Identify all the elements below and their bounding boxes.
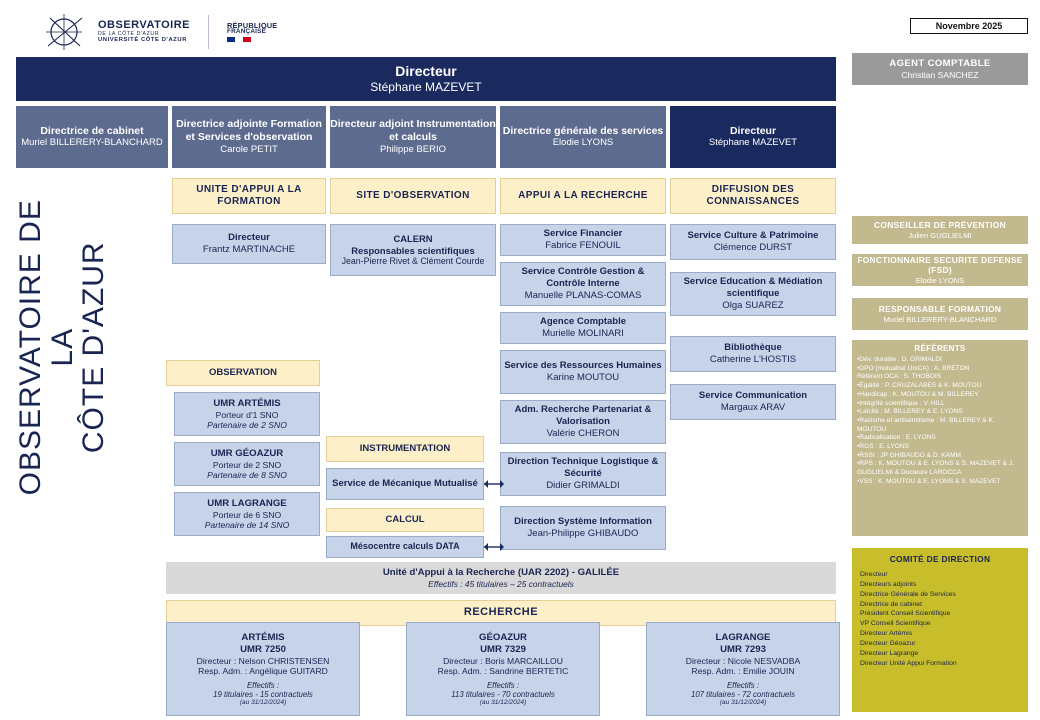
box-name: Karine MOUTOU xyxy=(546,372,620,383)
box-title: UMR GÉOAZUR xyxy=(210,447,284,459)
list-item: •RPS : K. MOUTOU & E. LYONS & S. MAZEVET & J. GUGLIELMI & Docteure LAROCCA xyxy=(857,460,1014,477)
lab-geoazur-box xyxy=(406,622,600,716)
list-item: Directeur Géoazur xyxy=(860,639,916,647)
head-label: SITE D'OBSERVATION xyxy=(356,189,470,201)
box-name: Didier GRIMALDI xyxy=(546,479,620,491)
calern-box xyxy=(330,224,496,276)
box-title: Direction Système Information xyxy=(514,516,652,528)
list-item: •DPO (mutualisé UniCA) : A. BRETON xyxy=(857,364,970,372)
referents-box xyxy=(852,340,1028,536)
director-title: Directeur xyxy=(395,62,457,79)
page-title xyxy=(15,197,110,497)
head-label: OBSERVATION xyxy=(208,367,278,379)
umr-artemis-box xyxy=(174,392,320,436)
box-title: CONSEILLER DE PRÉVENTION xyxy=(874,220,1006,230)
lab-director: Directeur : Nelson CHRISTENSEN xyxy=(196,655,330,666)
logo-divider xyxy=(208,15,209,49)
agent-comptable-name: Christian SANCHEZ xyxy=(901,69,979,80)
unite-appui-directeur-box xyxy=(172,224,326,264)
head-label: CALCUL xyxy=(385,514,425,526)
box-line1: Porteur d'1 SNO xyxy=(215,409,279,420)
list-item: VP Conseil Scientifique xyxy=(860,620,931,628)
appui-recherche-head xyxy=(500,178,666,214)
service-mecanique-mutualise-box xyxy=(326,468,484,500)
mesocentre-calculs-data-box xyxy=(326,536,484,558)
box-title: Mésocentre calculs DATA xyxy=(350,541,460,552)
lab-date: (au 31/12/2024) xyxy=(479,699,527,707)
bibliotheque-box xyxy=(670,336,836,372)
logo-wordmark xyxy=(98,20,190,43)
box-name: Clémence DURST xyxy=(713,242,793,253)
unite-appui-formation-head xyxy=(172,178,326,214)
lab-umr: UMR 7329 xyxy=(480,643,526,655)
head-label: UNITE D'APPUI A LA FORMATION xyxy=(196,183,302,207)
instrumentation-head xyxy=(326,436,484,462)
list-item: •RSSI : JP GHIBAUDO & D. KAMM xyxy=(857,451,962,459)
logo-line1: OBSERVATOIRE xyxy=(98,19,190,32)
service-financier-box xyxy=(500,224,666,256)
box-name: Fabrice FENOUIL xyxy=(545,240,621,251)
box-name: Murielle MOLINARI xyxy=(542,328,624,339)
site-observation-head xyxy=(330,178,496,214)
box-name: Catherine L'HOSTIS xyxy=(709,354,797,365)
box-name: Jean-Philippe GHIBAUDO xyxy=(527,528,639,539)
box-title: Service de Mécanique Mutualisé xyxy=(332,478,478,490)
box-title: Service Contrôle Gestion & Contrôle Interne xyxy=(521,266,645,290)
lab-name: GÉOAZUR xyxy=(479,631,527,643)
box-title: Bibliothèque xyxy=(724,342,782,354)
box-line2: Partenaire de 8 SNO xyxy=(207,470,287,481)
director-name: Stéphane MAZEVET xyxy=(370,80,482,95)
observation-head xyxy=(166,360,320,386)
box-title: Adm. Recherche Partenariat & Valorisation xyxy=(514,404,652,428)
list-item: •RGS : E. LYONS xyxy=(857,443,910,451)
list-item: •Intégrité scientifique : V. HILL xyxy=(857,399,945,407)
comite-list xyxy=(860,570,1020,668)
box-name: Philippe BERIO xyxy=(379,143,446,155)
calcul-head xyxy=(326,508,484,532)
box-name: Muriel BILLERERY-BLANCHARD xyxy=(21,137,163,149)
lab-resp-adm: Resp. Adm. : Emilie JOUIN xyxy=(691,666,795,677)
republique-francaise-logo xyxy=(227,22,277,43)
list-item: Référent OCA : S. THOBOIS xyxy=(857,373,942,381)
lab-name: LAGRANGE xyxy=(715,631,771,643)
box-title: Service Financier xyxy=(543,228,623,240)
referents-list xyxy=(857,356,1023,487)
director-box xyxy=(16,57,836,101)
page-title-line2: CÔTE D'AZUR xyxy=(76,241,110,454)
adm-recherche-partenariat-box xyxy=(500,400,666,444)
lab-effectifs: 107 titulaires - 72 contractuels xyxy=(690,690,795,700)
head-label: INSTRUMENTATION xyxy=(359,443,451,455)
head-label: DIFFUSION DES CONNAISSANCES xyxy=(706,183,800,207)
list-item: Directeur Unité Appui Formation xyxy=(860,659,957,667)
logo-line3: UNIVERSITÉ CÔTE D'AZUR xyxy=(98,37,187,44)
list-item: •VSS : K. MOUTOU & E. LYONS & S. MAZEVET xyxy=(857,477,1001,485)
list-item: Directrice de cabinet xyxy=(860,600,922,608)
lab-date: (au 31/12/2024) xyxy=(239,699,287,707)
service-education-mediation-box xyxy=(670,272,836,316)
list-item: •Racisme et antisémitisme : M. BILLEREY & K. MOUTOU xyxy=(857,416,995,433)
head-label: APPUI A LA RECHERCHE xyxy=(518,189,648,201)
comite-title: COMITÉ DE DIRECTION xyxy=(889,554,991,564)
logo-area xyxy=(44,10,364,54)
lab-effectifs-label: Effectifs : xyxy=(486,681,520,691)
list-item: Directrice Générale de Services xyxy=(860,590,956,598)
lab-name: ARTÉMIS xyxy=(241,631,285,643)
box-name: Muriel BILLERERY-BLANCHARD xyxy=(883,314,997,324)
umr-lagrange-box xyxy=(174,492,320,536)
box-name: Frantz MARTINACHE xyxy=(202,244,296,255)
lab-effectifs: 113 titulaires - 70 contractuels xyxy=(451,690,555,700)
box-name: Elodie LYONS xyxy=(915,275,965,285)
lab-resp-adm: Resp. Adm. : Angélique GUITARD xyxy=(198,666,328,677)
lab-effectifs-label: Effectifs : xyxy=(726,681,760,691)
responsable-formation-box xyxy=(852,298,1028,330)
box-name: Jean-Pierre Rivet & Clément Courde xyxy=(341,256,485,267)
conseiller-prevention-box xyxy=(852,216,1028,244)
box-name: Stéphane MAZEVET xyxy=(708,137,798,149)
box-title: Service Culture & Patrimoine xyxy=(687,230,819,242)
galilee-title: Unité d'Appui à la Recherche (UAR 2202) - GALILÉE xyxy=(382,567,620,578)
box-name: Julien GUGLIELMI xyxy=(908,230,972,240)
agent-comptable-title: AGENT COMPTABLE xyxy=(889,57,991,69)
logo-line2: DE LA CÔTE D'AZUR xyxy=(98,31,160,37)
box-title: Directrice générale des services xyxy=(502,124,664,137)
page-title-line1: OBSERVATOIRE DE LA xyxy=(13,199,79,496)
box-line1: Porteur de 2 SNO xyxy=(212,459,282,470)
list-item: •Égalité : P. CRUZALABES & K. MOUTOU xyxy=(857,382,982,390)
directrice-generale-services-box xyxy=(500,106,666,168)
connector-instrumentation-arrow xyxy=(484,478,504,490)
box-title: Directeur adjoint Instrumentation et calculs xyxy=(330,118,496,144)
head-label: RECHERCHE xyxy=(463,606,539,619)
lab-artemis-box xyxy=(166,622,360,716)
box-title: CALERN xyxy=(393,232,433,244)
lab-umr: UMR 7250 xyxy=(240,643,286,655)
french-flag-icon xyxy=(227,37,251,42)
list-item: Directeur xyxy=(860,571,888,578)
service-controle-gestion-box xyxy=(500,262,666,306)
galilee-effectifs: Effectifs : 45 titulaires – 25 contractuels xyxy=(428,578,574,589)
list-item: Directeur Artémis xyxy=(860,630,913,638)
directeur-mazevet-box xyxy=(670,106,836,168)
lab-resp-adm: Resp. Adm. : Sandrine BERTETIC xyxy=(437,666,569,677)
connector-calcul-arrow xyxy=(484,541,504,553)
observatory-logo-icon xyxy=(44,12,88,52)
lab-director: Directeur : Boris MARCAILLOU xyxy=(443,655,563,666)
box-title: Service Communication xyxy=(698,390,808,402)
box-title: Directrice adjointe Formation et Services d'observation xyxy=(176,118,322,144)
box-line1: Porteur de 6 SNO xyxy=(212,509,282,520)
list-item: Président Conseil Scientifique xyxy=(860,610,951,618)
box-name: Olga SUAREZ xyxy=(722,299,784,311)
box-name: Margaux ARAV xyxy=(720,402,786,413)
list-item: •Radicalisation : E. LYONS xyxy=(857,434,936,442)
list-item: •Handicap : K. MOUTOU & M. BILLEREY xyxy=(857,390,979,398)
referents-title: RÉFÉRENTS xyxy=(914,344,966,353)
directrice-adjointe-formation-box xyxy=(172,106,326,168)
list-item: Directeurs adjoints xyxy=(860,580,917,588)
lab-effectifs: 19 titulaires - 15 contractuels xyxy=(213,690,313,700)
list-item: Directeur Lagrange xyxy=(860,649,919,657)
box-title: Service des Ressources Humaines xyxy=(504,360,662,372)
marianne-line2: FRANÇAISE xyxy=(226,28,267,35)
list-item: •Laïcité : M. BILLEREY & E. LYONS xyxy=(857,408,963,416)
box-subtitle: Responsables scientifiques xyxy=(351,244,475,256)
galilee-band xyxy=(166,562,836,594)
lab-lagrange-box xyxy=(646,622,840,716)
box-name: Valérie CHERON xyxy=(546,427,620,439)
directeur-adjoint-instrumentation-box xyxy=(330,106,496,168)
direction-systeme-information-box xyxy=(500,506,666,550)
box-title: Direction Technique Logistique & Sécurité xyxy=(507,456,659,480)
lab-umr: UMR 7293 xyxy=(720,643,766,655)
box-line2: Partenaire de 14 SNO xyxy=(204,520,290,531)
box-title: Directeur xyxy=(228,232,270,244)
directrice-de-cabinet-box xyxy=(16,106,168,168)
box-title: UMR LAGRANGE xyxy=(207,497,287,509)
box-title: FONCTIONNAIRE SECURITE DEFENSE (FSD) xyxy=(857,254,1023,276)
fonctionnaire-securite-defense-box xyxy=(852,254,1028,286)
lab-effectifs-label: Effectifs : xyxy=(246,681,280,691)
service-ressources-humaines-box xyxy=(500,350,666,394)
marianne-line1: RÉPUBLIQUE xyxy=(226,20,278,30)
direction-technique-box xyxy=(500,452,666,496)
box-title: Directeur xyxy=(729,124,777,137)
lab-director: Directeur : Nicole NESVADBA xyxy=(685,655,801,666)
comite-de-direction-box xyxy=(852,548,1028,712)
box-title: Service Education & Médiation scientifique xyxy=(683,276,823,300)
box-line2: Partenaire de 2 SNO xyxy=(207,420,287,431)
box-title: RESPONSABLE FORMATION xyxy=(878,304,1002,314)
box-name: Carole PETIT xyxy=(220,143,278,155)
agence-comptable-box xyxy=(500,312,666,344)
umr-geoazur-box xyxy=(174,442,320,486)
date-badge: Novembre 2025 xyxy=(910,18,1028,34)
box-title: Directrice de cabinet xyxy=(40,124,144,137)
service-communication-box xyxy=(670,384,836,420)
box-name: Manuelle PLANAS-COMAS xyxy=(524,289,642,301)
service-culture-patrimoine-box xyxy=(670,224,836,260)
agent-comptable-box xyxy=(852,53,1028,85)
box-title: Agence Comptable xyxy=(539,316,627,328)
box-name: Elodie LYONS xyxy=(552,137,614,149)
list-item: •Dév. durable : D. GRIMALDI xyxy=(857,356,943,363)
box-title: UMR ARTÉMIS xyxy=(213,397,281,409)
diffusion-connaissances-head xyxy=(670,178,836,214)
lab-date: (au 31/12/2024) xyxy=(719,699,767,707)
